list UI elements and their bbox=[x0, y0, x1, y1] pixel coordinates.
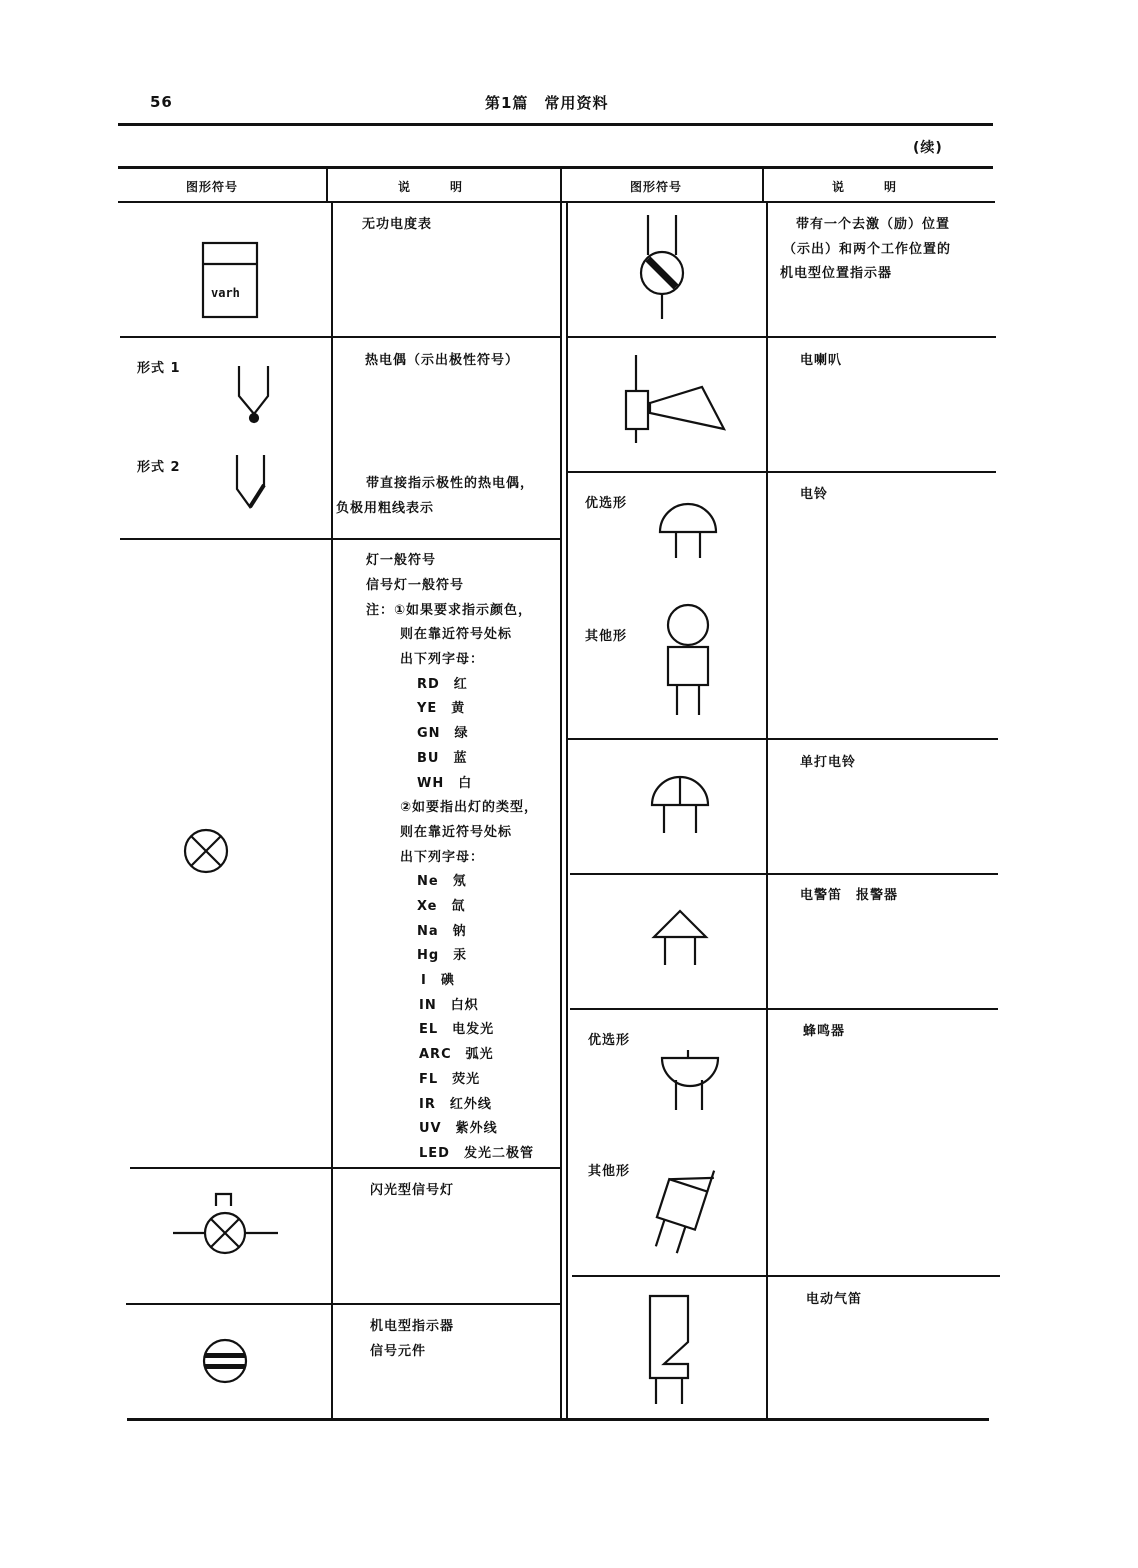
bell-desc: 电铃 bbox=[800, 487, 829, 502]
lamp-desc-line: GN 绿 bbox=[417, 726, 469, 741]
lamp-desc-line: WH 白 bbox=[417, 776, 473, 791]
thermocouple-form2-label: 形式 2 bbox=[137, 460, 181, 475]
header-bottom-rule bbox=[118, 201, 995, 203]
lamp-desc-line: FL 荧光 bbox=[419, 1072, 481, 1087]
position-indicator-symbol bbox=[638, 215, 698, 325]
right-row-sep-3 bbox=[568, 738, 998, 740]
lamp-desc-line: YE 黄 bbox=[417, 701, 466, 716]
lamp-desc-line: 则在靠近符号处标 bbox=[400, 627, 513, 642]
thermocouple-desc1: 热电偶（示出极性符号） bbox=[365, 353, 520, 368]
left-row-sep-1 bbox=[120, 336, 562, 338]
siren-desc: 电警笛 报警器 bbox=[800, 888, 899, 903]
position-indicator-desc-line3: 机电型位置指示器 bbox=[780, 266, 893, 281]
lamp-desc-line: 注：①如果要求指示颜色， bbox=[366, 603, 533, 618]
varh-meter-symbol bbox=[202, 242, 262, 322]
continued-label: (续) bbox=[913, 140, 943, 156]
lamp-desc-line: IR 红外线 bbox=[419, 1097, 492, 1112]
indicator-desc-line1: 机电型指示器 bbox=[370, 1319, 455, 1334]
lamp-symbol bbox=[184, 829, 234, 879]
buzzer-desc: 蜂鸣器 bbox=[803, 1024, 846, 1039]
buzzer-other-label: 其他形 bbox=[588, 1164, 631, 1179]
col-header-left-symbol: 图形符号 bbox=[186, 180, 239, 194]
left-row-sep-2 bbox=[120, 538, 562, 540]
flash-lamp-symbol bbox=[173, 1192, 283, 1262]
right-row-sep-2 bbox=[566, 471, 996, 473]
position-indicator-desc-line2: （示出）和两个工作位置的 bbox=[783, 242, 952, 257]
table-bottom-rule bbox=[127, 1418, 989, 1421]
col-divider-3b bbox=[766, 203, 768, 1418]
page-number: 56 bbox=[150, 93, 173, 111]
single-bell-desc: 单打电铃 bbox=[800, 755, 857, 770]
thermocouple-desc2-line2: 负极用粗线表示 bbox=[336, 501, 435, 516]
lamp-desc-line: Na 钠 bbox=[417, 924, 467, 939]
indicator-desc-line2: 信号元件 bbox=[370, 1344, 427, 1359]
horn-desc: 电喇叭 bbox=[800, 353, 843, 368]
lamp-desc-line: 出下列字母： bbox=[400, 850, 485, 865]
lamp-desc-line: EL 电发光 bbox=[419, 1022, 495, 1037]
flash-lamp-desc: 闪光型信号灯 bbox=[370, 1183, 455, 1198]
thermocouple-form2-symbol bbox=[234, 455, 274, 515]
buzzer-preferred-symbol bbox=[660, 1050, 730, 1120]
position-indicator-desc-line1: 带有一个去激（励）位置 bbox=[796, 217, 951, 232]
right-row-sep-4 bbox=[570, 873, 998, 875]
indicator-symbol bbox=[203, 1339, 253, 1389]
lamp-desc-line: 出下列字母： bbox=[400, 652, 485, 667]
siren-symbol bbox=[650, 907, 720, 977]
lamp-desc-line: Xe 氙 bbox=[417, 899, 466, 914]
lamp-desc-line: 信号灯一般符号 bbox=[366, 578, 465, 593]
col-divider-center-b bbox=[566, 203, 568, 1418]
table-top-rule bbox=[118, 166, 993, 169]
col-header-right-desc: 说 明 bbox=[832, 180, 898, 194]
col-header-left-desc: 说 明 bbox=[398, 180, 464, 194]
lamp-desc-line: ②如要指出灯的类型， bbox=[400, 800, 539, 815]
col-header-right-symbol: 图形符号 bbox=[630, 180, 683, 194]
col-divider-3 bbox=[762, 168, 764, 203]
lamp-desc-line: IN 白炽 bbox=[419, 998, 479, 1013]
thermocouple-desc2-line1: 带直接指示极性的热电偶， bbox=[366, 476, 535, 491]
lamp-desc-line: RD 红 bbox=[417, 677, 468, 692]
col-divider-1 bbox=[326, 168, 328, 203]
horn-symbol bbox=[620, 355, 730, 445]
lamp-desc-line: ARC 弧光 bbox=[419, 1047, 494, 1062]
lamp-desc-line: 灯一般符号 bbox=[366, 553, 437, 568]
lamp-desc-line: 则在靠近符号处标 bbox=[400, 825, 513, 840]
col-divider-center bbox=[560, 168, 562, 1418]
right-row-sep-5 bbox=[570, 1008, 998, 1010]
motor-siren-symbol bbox=[648, 1292, 708, 1412]
lamp-desc-line: LED 发光二极管 bbox=[419, 1146, 534, 1161]
lamp-desc-line: BU 蓝 bbox=[417, 751, 468, 766]
header-rule bbox=[118, 123, 993, 126]
varh-desc: 无功电度表 bbox=[362, 217, 433, 232]
varh-label: varh bbox=[211, 286, 240, 300]
bell-other-label: 其他形 bbox=[585, 629, 628, 644]
thermocouple-form1-symbol bbox=[234, 366, 274, 426]
right-row-sep-6 bbox=[572, 1275, 1000, 1277]
left-row-sep-4 bbox=[126, 1303, 562, 1305]
lamp-desc-line: Ne 氖 bbox=[417, 874, 467, 889]
page-title: 第1篇 常用资料 bbox=[485, 94, 609, 112]
buzzer-other-symbol bbox=[648, 1165, 728, 1265]
right-row-sep-1 bbox=[566, 336, 996, 338]
buzzer-preferred-label: 优选形 bbox=[588, 1033, 631, 1048]
bell-other-symbol bbox=[662, 603, 722, 723]
lamp-desc-line: UV 紫外线 bbox=[419, 1121, 498, 1136]
left-row-sep-3 bbox=[130, 1167, 562, 1169]
bell-preferred-label: 优选形 bbox=[585, 496, 628, 511]
thermocouple-form1-label: 形式 1 bbox=[137, 361, 181, 376]
lamp-desc-line: I 碘 bbox=[421, 973, 455, 988]
lamp-desc-line: Hg 汞 bbox=[417, 948, 468, 963]
motor-siren-desc: 电动气笛 bbox=[806, 1292, 863, 1307]
col-divider-1b bbox=[331, 203, 333, 1418]
bell-preferred-symbol bbox=[658, 502, 728, 562]
single-bell-symbol bbox=[650, 775, 720, 845]
